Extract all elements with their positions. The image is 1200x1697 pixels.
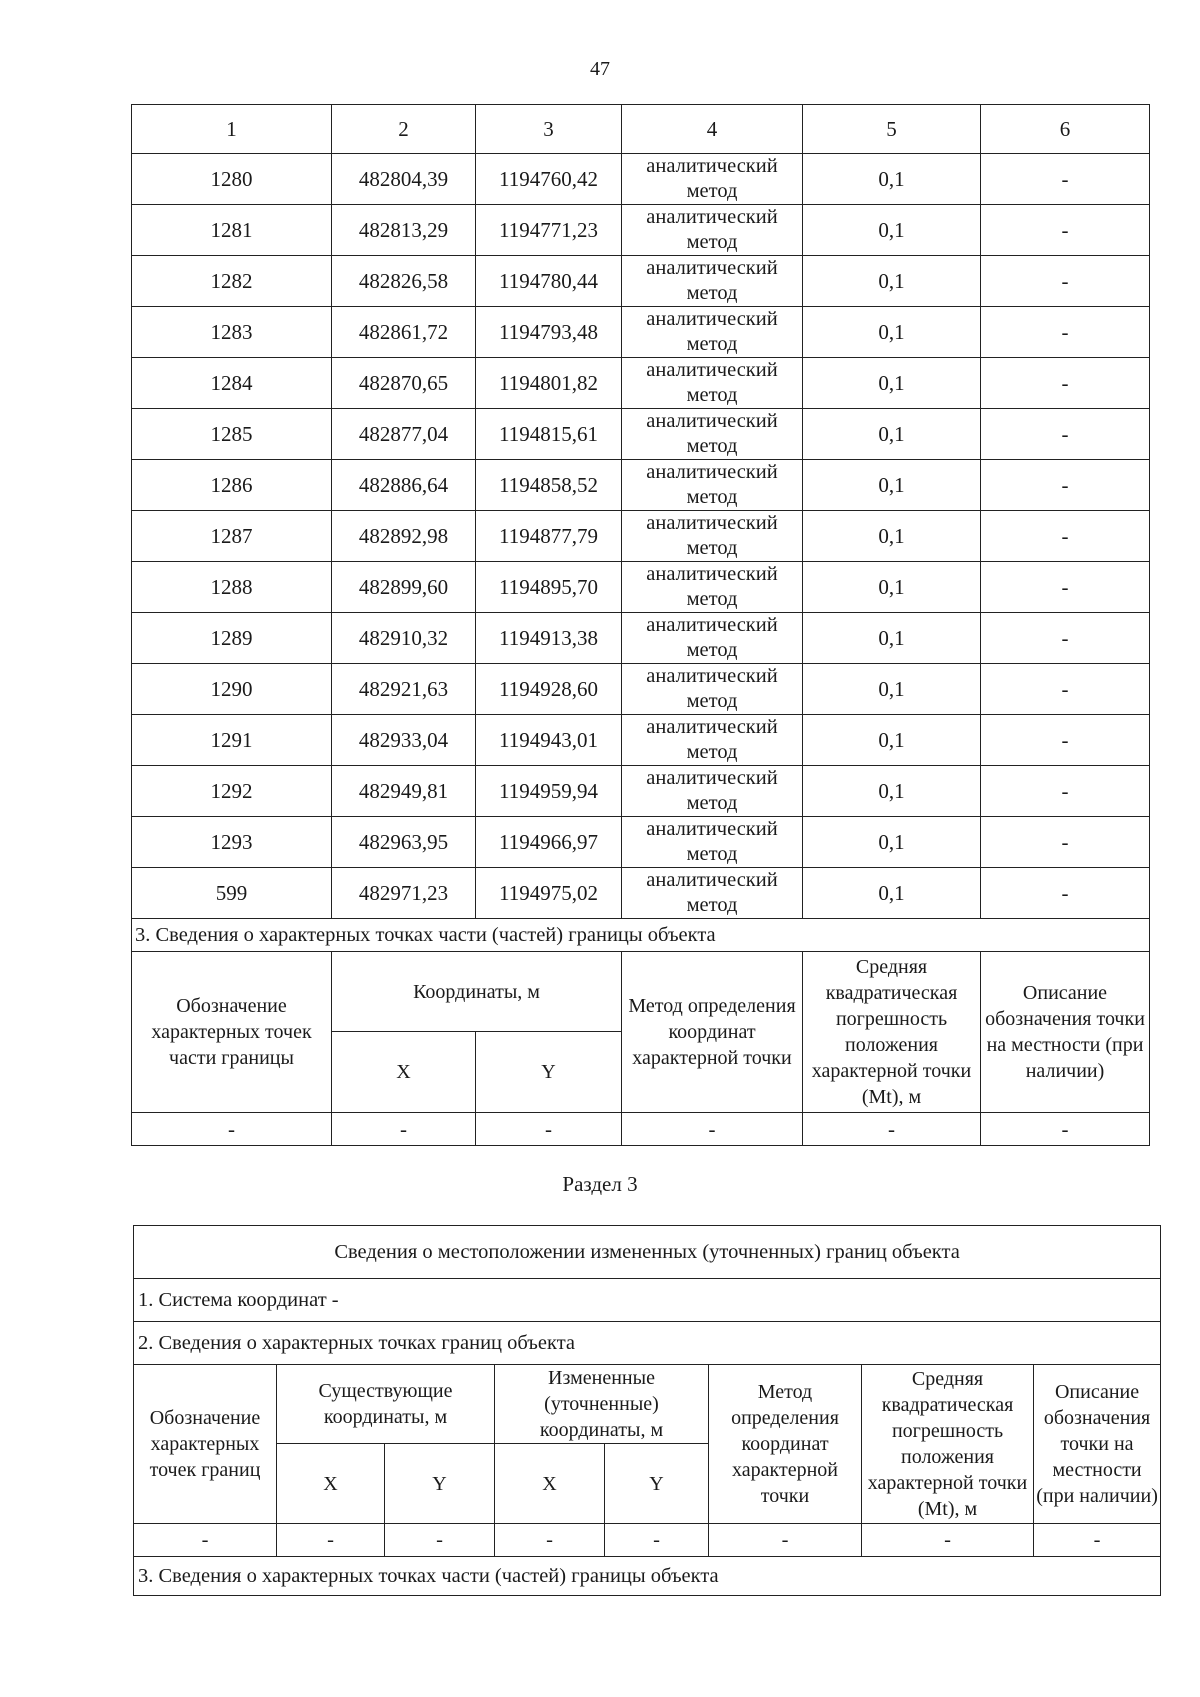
method-cell [622,358,803,409]
accuracy-header: Средняя квадратическая погрешность положения характерной точки (Mt), м [803,952,981,1113]
changed-boundaries-table [133,1225,1161,1596]
point-number: 1285 [132,409,332,460]
y-header: Y [605,1444,709,1524]
designation-header: Обозначение характерных точек части границы [132,952,332,1113]
method-line: аналитический [646,461,778,483]
method-line: аналитический [646,410,778,432]
table-row [134,1524,1161,1557]
part-boundary-label: 3. Сведения о характерных точках части (частей) границы объекта [134,1557,1161,1596]
point-number: 1280 [132,154,332,205]
header-row [134,1365,1161,1444]
y-coordinate: 1194913,38 [476,613,622,664]
method-cell [622,817,803,868]
characteristic-points-label: 2. Сведения о характерных точках границ объекта [134,1322,1161,1365]
method-line: аналитический [646,359,778,381]
description-value: - [981,256,1150,307]
accuracy-value: 0,1 [803,358,981,409]
table-cell: - [332,1113,476,1146]
description-value: - [981,562,1150,613]
method-line: аналитический [646,206,778,228]
description-value: - [981,460,1150,511]
point-number: 1283 [132,307,332,358]
description-value: - [981,766,1150,817]
y-coordinate: 1194760,42 [476,154,622,205]
table-row [132,256,1150,307]
description-value: - [981,205,1150,256]
y-coordinate: 1194928,60 [476,664,622,715]
accuracy-value: 0,1 [803,868,981,919]
changed-coordinates-header: Измененные (уточненные) координаты, м [495,1365,709,1444]
method-line: аналитический [646,308,778,330]
method-line: аналитический [646,155,778,177]
accuracy-header: Средняя квадратическая погрешность положения характерной точки (Mt), м [862,1365,1034,1524]
point-number: 1290 [132,664,332,715]
description-value: - [981,817,1150,868]
description-value: - [981,511,1150,562]
method-cell [622,613,803,664]
method-line: метод [686,639,738,661]
method-line: метод [686,231,738,253]
method-line: метод [686,588,738,610]
method-line: метод [686,690,738,712]
x-header: X [332,1032,476,1113]
table-cell: - [132,1113,332,1146]
x-coordinate: 482910,32 [332,613,476,664]
point-number: 1293 [132,817,332,868]
description-value: - [981,613,1150,664]
table-cell: - [385,1524,495,1557]
point-number: 1284 [132,358,332,409]
description-value: - [981,154,1150,205]
method-line: метод [686,486,738,508]
table-row [132,817,1150,868]
method-cell [622,307,803,358]
column-number: 2 [332,105,476,154]
method-cell [622,868,803,919]
table-row [132,358,1150,409]
column-number-row [132,105,1150,154]
method-cell [622,715,803,766]
y-coordinate: 1194975,02 [476,868,622,919]
table-cell: - [803,1113,981,1146]
description-value: - [981,664,1150,715]
table-title: Сведения о местоположении измененных (уточненных) границ объекта [134,1226,1161,1279]
accuracy-value: 0,1 [803,511,981,562]
method-line: аналитический [646,818,778,840]
accuracy-value: 0,1 [803,613,981,664]
x-coordinate: 482971,23 [332,868,476,919]
table-row [132,460,1150,511]
table-cell: - [981,1113,1150,1146]
x-coordinate: 482861,72 [332,307,476,358]
accuracy-value: 0,1 [803,256,981,307]
column-number: 6 [981,105,1150,154]
table-cell: - [605,1524,709,1557]
y-coordinate: 1194771,23 [476,205,622,256]
x-coordinate: 482804,39 [332,154,476,205]
characteristic-points-row [134,1322,1161,1365]
y-coordinate: 1194858,52 [476,460,622,511]
x-coordinate: 482892,98 [332,511,476,562]
y-coordinate: 1194895,70 [476,562,622,613]
method-line: метод [686,384,738,406]
table-row [132,664,1150,715]
part-boundary-row [134,1557,1161,1596]
y-coordinate: 1194943,01 [476,715,622,766]
description-value: - [981,358,1150,409]
point-number: 1282 [132,256,332,307]
section-title: Раздел 3 [562,1172,638,1196]
method-line: метод [686,792,738,814]
method-cell [622,256,803,307]
designation-header: Обозначение характерных точек границ [134,1365,277,1524]
table-row [132,613,1150,664]
description-value: - [981,868,1150,919]
table-row [132,1113,1150,1146]
column-number: 5 [803,105,981,154]
method-line: метод [686,435,738,457]
description-value: - [981,715,1150,766]
method-line: метод [686,894,738,916]
y-header: Y [385,1444,495,1524]
method-cell [622,664,803,715]
accuracy-value: 0,1 [803,817,981,868]
part-boundary-header-row [132,952,1150,1032]
x-coordinate: 482870,65 [332,358,476,409]
coordinate-system-label: 1. Система координат - [134,1279,1161,1322]
method-line: метод [686,843,738,865]
accuracy-value: 0,1 [803,766,981,817]
table-title-row [134,1226,1161,1279]
coordinate-system-row [134,1279,1161,1322]
existing-coordinates-header: Существующие координаты, м [277,1365,495,1444]
method-line: аналитический [646,563,778,585]
y-header: Y [476,1032,622,1113]
table-row [132,154,1150,205]
method-cell [622,562,803,613]
method-line: аналитический [646,767,778,789]
method-cell [622,409,803,460]
x-coordinate: 482963,95 [332,817,476,868]
point-number: 1289 [132,613,332,664]
point-number: 1291 [132,715,332,766]
point-number: 1288 [132,562,332,613]
table-cell: - [622,1113,803,1146]
x-coordinate: 482813,29 [332,205,476,256]
point-number: 1281 [132,205,332,256]
description-value: - [981,307,1150,358]
x-header: X [495,1444,605,1524]
table-row [132,205,1150,256]
x-coordinate: 482886,64 [332,460,476,511]
table-cell: - [862,1524,1034,1557]
section-3-label: 3. Сведения о характерных точках части (частей) границы объекта [132,919,1150,952]
method-line: метод [686,333,738,355]
x-coordinate: 482826,58 [332,256,476,307]
method-line: аналитический [646,869,778,891]
table-cell: - [476,1113,622,1146]
method-cell [622,460,803,511]
y-coordinate: 1194801,82 [476,358,622,409]
y-coordinate: 1194780,44 [476,256,622,307]
y-coordinate: 1194815,61 [476,409,622,460]
table-row [132,511,1150,562]
x-coordinate: 482933,04 [332,715,476,766]
method-cell [622,205,803,256]
method-cell [622,154,803,205]
x-coordinate: 482877,04 [332,409,476,460]
method-line: метод [686,537,738,559]
accuracy-value: 0,1 [803,715,981,766]
x-coordinate: 482921,63 [332,664,476,715]
table-row [132,307,1150,358]
method-line: метод [686,282,738,304]
description-value: - [981,409,1150,460]
accuracy-value: 0,1 [803,154,981,205]
accuracy-value: 0,1 [803,460,981,511]
description-header: Описание обозначения точки на местности (при наличии) [981,952,1150,1113]
method-line: метод [686,180,738,202]
table-row [132,562,1150,613]
method-line: аналитический [646,716,778,738]
table-cell: - [134,1524,277,1557]
y-coordinate: 1194877,79 [476,511,622,562]
table-cell: - [495,1524,605,1557]
method-cell [622,766,803,817]
y-coordinate: 1194966,97 [476,817,622,868]
method-cell [622,511,803,562]
method-header: Метод определения координат характерной точки [709,1365,862,1524]
point-number: 1287 [132,511,332,562]
table-row [132,766,1150,817]
section-3-row [132,919,1150,952]
accuracy-value: 0,1 [803,409,981,460]
coordinates-table [131,104,1150,1146]
x-coordinate: 482899,60 [332,562,476,613]
table-row [132,715,1150,766]
column-number: 1 [132,105,332,154]
table-row [132,409,1150,460]
table-cell: - [277,1524,385,1557]
table-cell: - [1034,1524,1161,1557]
method-line: аналитический [646,512,778,534]
description-header: Описание обозначения точки на местности (при наличии) [1034,1365,1161,1524]
method-line: аналитический [646,614,778,636]
table-cell: - [709,1524,862,1557]
table-row [132,868,1150,919]
point-number: 1292 [132,766,332,817]
accuracy-value: 0,1 [803,307,981,358]
accuracy-value: 0,1 [803,562,981,613]
x-header: X [277,1444,385,1524]
point-number: 1286 [132,460,332,511]
method-line: метод [686,741,738,763]
y-coordinate: 1194959,94 [476,766,622,817]
method-line: аналитический [646,665,778,687]
page-number: 47 [590,58,610,80]
y-coordinate: 1194793,48 [476,307,622,358]
point-number: 599 [132,868,332,919]
coordinates-header: Координаты, м [332,952,622,1032]
column-number: 3 [476,105,622,154]
method-header: Метод определения координат характерной точки [622,952,803,1113]
column-number: 4 [622,105,803,154]
method-line: аналитический [646,257,778,279]
x-coordinate: 482949,81 [332,766,476,817]
accuracy-value: 0,1 [803,205,981,256]
accuracy-value: 0,1 [803,664,981,715]
